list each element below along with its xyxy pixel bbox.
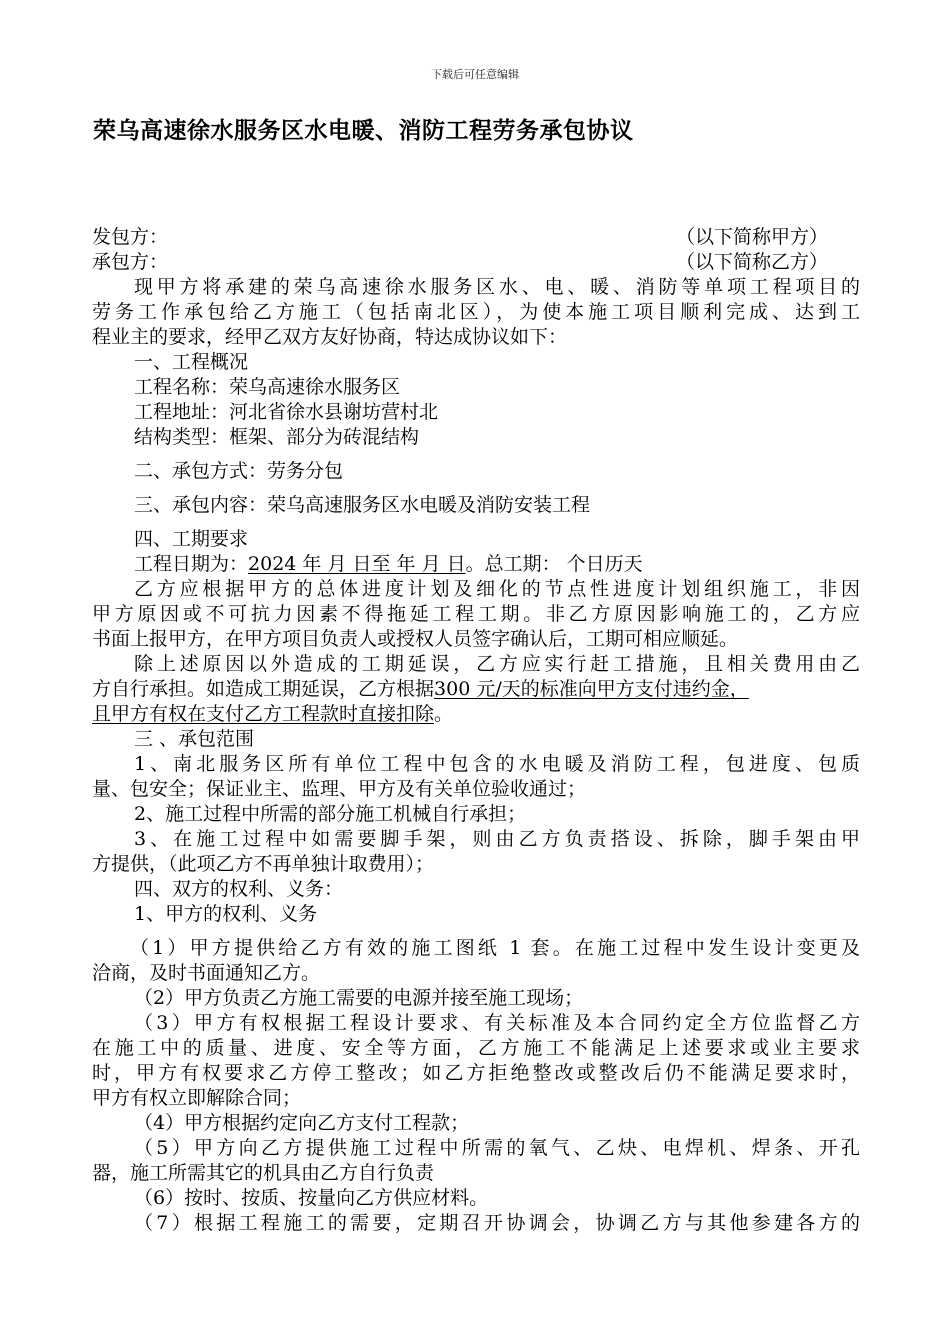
schedule-dates — [92, 552, 860, 577]
rights-item-line: 洽商，及时书面通知乙方。 — [92, 962, 321, 984]
scope-item-line: 量、包安全；保证业主、监理、甲方及有关单位验收通过； — [92, 778, 587, 800]
schedule-paragraph-line: 乙方应根据甲方的总体进度计划及细化的节点性进度计划组织施工，非因 — [134, 578, 860, 600]
section-heading-overview: 一、工程概况 — [134, 351, 249, 373]
schedule-date-prefix: 工程日期为： — [134, 553, 249, 575]
delay-paragraph-line: 除上述原因以外造成的工期延误，乙方应实行赶工措施，且相关费用由乙 — [134, 653, 860, 675]
document-title: 荣乌高速徐水服务区水电暖、消防工程劳务承包协议 — [93, 117, 634, 144]
party-a-alias: （以下简称甲方） — [675, 226, 828, 248]
penalty-rate: 300 元/天的标准向甲方支付违约金， — [434, 678, 749, 700]
delay-text-end: 。 — [434, 703, 454, 725]
scope-item-line: 2、施工过程中所需的部分施工机械自行承担； — [134, 803, 527, 825]
intro-line: 现甲方将承建的荣乌高速徐水服务区水、电、暖、消防等单项工程项目的 — [134, 276, 860, 298]
rights-item-line: （3）甲方有权根据工程设计要求、有关标准及本合同约定全方位监督乙方 — [134, 1012, 860, 1034]
section-heading-scope: 三 、承包范围 — [134, 728, 255, 750]
schedule-paragraph-line: 书面上报甲方，在甲方项目负责人或授权人员签字确认后，工期可相应顺延。 — [92, 628, 739, 650]
page-header-note: 下载后可任意编辑 — [431, 68, 519, 81]
scope-item-line: 1、南北服务区所有单位工程中包含的水电暖及消防工程，包进度、包质 — [134, 753, 860, 775]
section-heading-contract-mode: 二、承包方式：劳务分包 — [134, 460, 344, 482]
party-b-row — [92, 250, 860, 275]
schedule-date-suffix: 。总工期： 个日历天 — [465, 553, 643, 575]
party-a-row — [92, 225, 860, 250]
rights-subheading-party-a: 1、甲方的权利、义务 — [134, 903, 318, 925]
penalty-deduction: 且甲方有权在支付乙方工程款时直接扣除 — [92, 703, 435, 725]
rights-item-line: （4）甲方根据约定向乙方支付工程款； — [134, 1112, 470, 1134]
intro-line: 劳务工作承包给乙方施工（包括南北区），为使本施工项目顺利完成、达到工 — [92, 301, 860, 323]
rights-item-line: 时，甲方有权要求乙方停工整改；如乙方拒绝整改或整改后仍不能满足要求时， — [92, 1062, 860, 1084]
scope-item-line: 方提供，（此项乙方不再单独计取费用）； — [92, 853, 435, 875]
party-b-alias: （以下简称乙方） — [675, 251, 828, 273]
party-a-label: 发包方： — [92, 226, 169, 248]
delay-paragraph-line — [92, 677, 860, 702]
section-heading-contract-content: 三、承包内容：荣乌高速服务区水电暖及消防安装工程 — [134, 494, 591, 516]
delay-text: 方自行承担。如造成工期延误，乙方根据 — [92, 678, 435, 700]
rights-item-line: （1）甲方提供给乙方有效的施工图纸 1 套。在施工过程中发生设计变更及 — [130, 937, 860, 959]
project-address: 工程地址：河北省徐水县谢坊营村北 — [134, 401, 439, 423]
rights-item-line: 器，施工所需其它的机具由乙方自行负责 — [92, 1162, 435, 1184]
party-b-label: 承包方： — [92, 251, 169, 273]
rights-item-line: （2）甲方负责乙方施工需要的电源并接至施工现场； — [134, 987, 584, 1009]
rights-item-line: 甲方有权立即解除合同； — [92, 1087, 302, 1109]
project-name: 工程名称：荣乌高速徐水服务区 — [134, 376, 401, 398]
section-heading-rights: 四、双方的权利、义务： — [134, 878, 344, 900]
schedule-date-value: 2024 年 月 日至 年 月 日 — [248, 553, 466, 575]
intro-line: 程业主的要求，经甲乙双方友好协商，特达成协议如下： — [92, 326, 568, 348]
document-body — [92, 225, 860, 1236]
schedule-paragraph-line: 甲方原因或不可抗力因素不得拖延工程工期。非乙方原因影响施工的，乙方应 — [92, 603, 860, 625]
rights-item-line: （5）甲方向乙方提供施工过程中所需的氧气、乙炔、电焊机、焊条、开孔 — [134, 1137, 860, 1159]
rights-item-line: （6）按时、按质、按量向乙方供应材料。 — [134, 1187, 489, 1209]
section-heading-schedule: 四、工期要求 — [134, 528, 249, 550]
structure-type: 结构类型：框架、部分为砖混结构 — [134, 426, 420, 448]
rights-item-line: （7）根据工程施工的需要，定期召开协调会，协调乙方与其他参建各方的 — [134, 1212, 860, 1234]
delay-paragraph-line — [92, 702, 860, 727]
rights-item-line: 在施工中的质量、进度、安全等方面，乙方施工不能满足上述要求或业主要求 — [92, 1037, 860, 1059]
scope-item-line: 3、在施工过程中如需要脚手架，则由乙方负责搭设、拆除，脚手架由甲 — [134, 828, 860, 850]
